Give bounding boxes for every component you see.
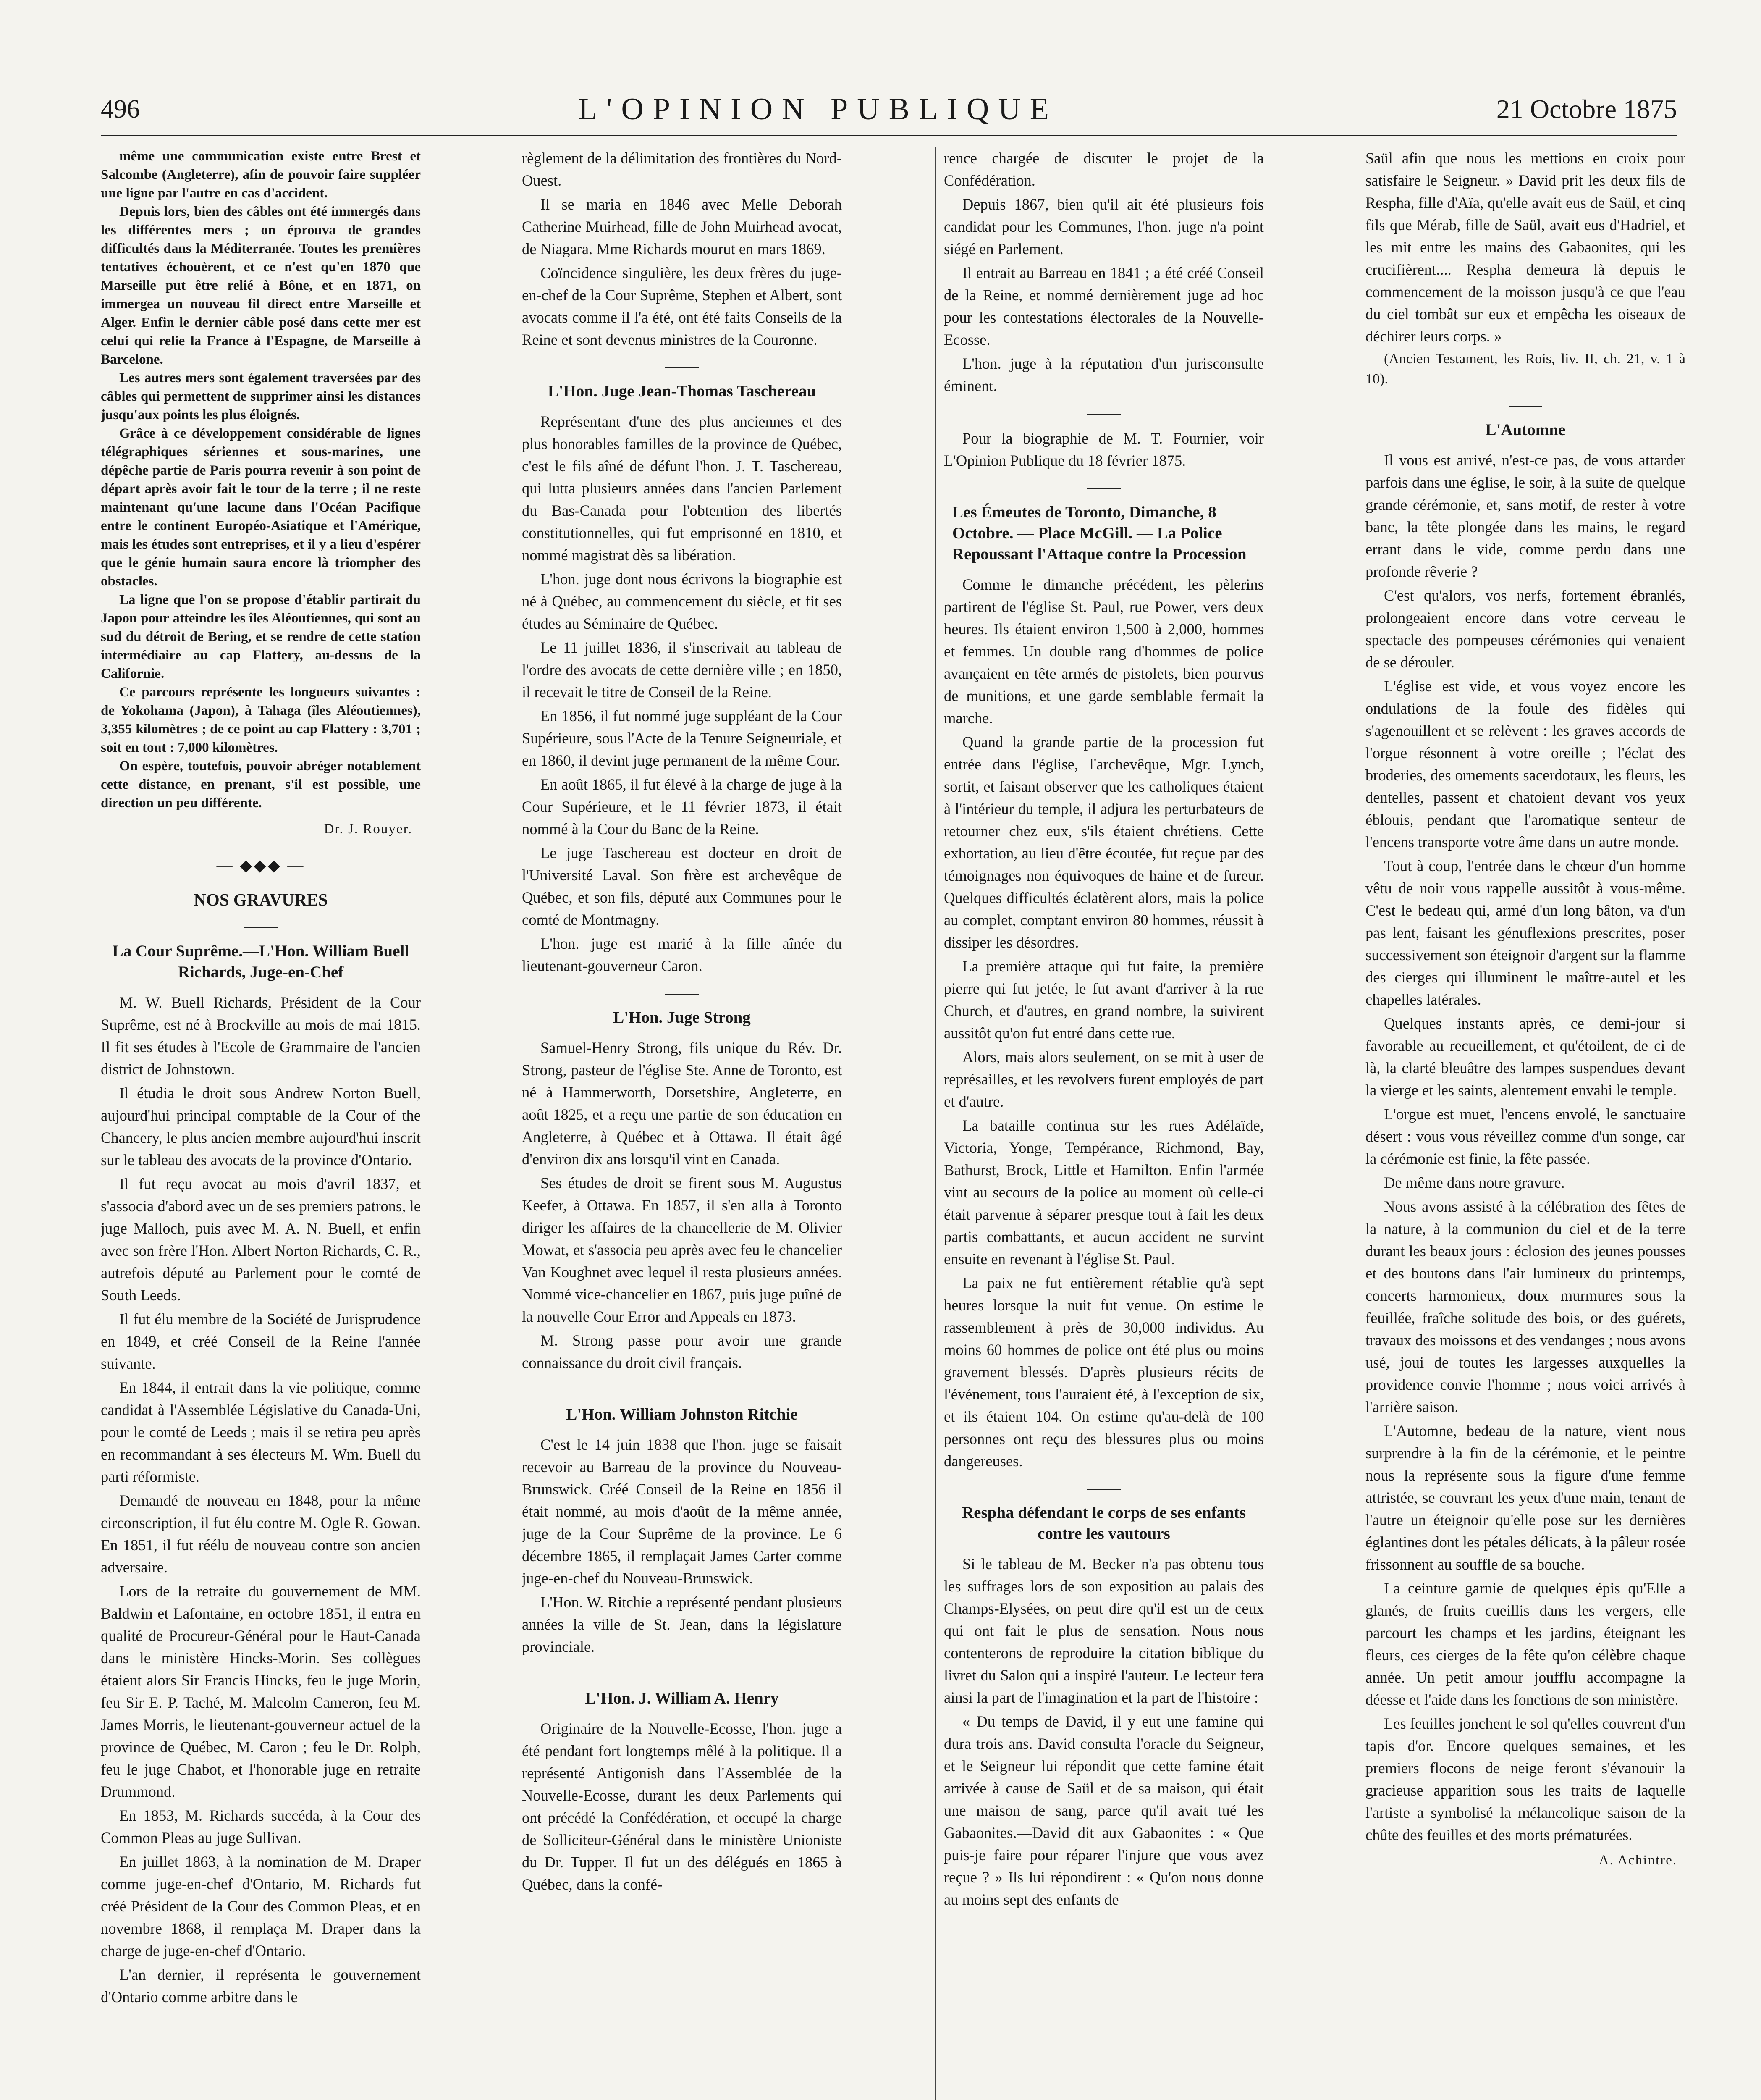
column-1	[101, 147, 421, 2100]
paragraph: Représentant d'une des plus anciennes et des plus honorables familles de la province de Québec, c'est le fils aîné de défunt l'hon. J. T. Taschereau, qui lutta plusieurs années dans l'ancien Parlement du Bas-Canada pour l'obtention des libertés constitutionnelles, qui fut emprisonné en 1810, et nommé magistrat dès sa libération.	[522, 413, 842, 564]
column-divider	[935, 147, 936, 2100]
article-title: L'Hon. Juge Strong	[613, 1008, 751, 1026]
paragraph: En 1844, il entrait dans la vie politique, comme candidat à l'Assemblée Législative du Canada-Uni, pour le comté de Leeds ; mais il se retira peu après en recommandant à ses électeurs M. Wm. Buell du parti réformiste.	[101, 1379, 421, 1485]
author-signature: Dr. J. Rouyer.	[324, 822, 412, 837]
article-title: L'Hon. William Johnston Ritchie	[566, 1405, 798, 1423]
paragraph: En 1856, il fut nommé juge suppléant de la Cour Supérieure, sous l'Acte de la Tenure Seigneuriale, et en 1860, il devint juge permanent de la même Cour.	[522, 707, 842, 769]
page-header	[101, 88, 1677, 130]
telegraph-article	[101, 147, 421, 812]
paragraph: Grâce à ce développement considérable de lignes télégraphiques sériennes et sous-marines, une dépêche partie de Paris pourra revenir à son point de départ après avoir fait le tour de la terre ; il ne reste maintenant qu'une lacune dans l'Océan Pacifique entre le continent Européo-Asiatique et l'Amérique, mais les études sont entreprises, et il y a lieu d'espérer que le génie humain saura encore là triompher des obstacles.	[101, 426, 421, 589]
paragraph: Le 11 juillet 1836, il s'inscrivait au tableau de l'ordre des avocats de cette dernière ville ; en 1850, il recevait le titre de Conseil de la Reine.	[522, 639, 842, 701]
paragraph: L'orgue est muet, l'encens envolé, le sanctuaire désert : vous vous réveillez comme d'un songe, car la cérémonie est finie, la fête passée.	[1365, 1105, 1685, 1167]
paragraph: Samuel-Henry Strong, fils unique du Rév. Dr. Strong, pasteur de l'église Ste. Anne de Toronto, est né à Hammerworth, Dorsetshire, Angleterre, en août 1825, et a reçu une partie de son éducation en Angleterre, à Québec et à Ottawa. Il était âgé d'environ dix ans lorsqu'il vint en Canada.	[522, 1039, 842, 1168]
issue-date: 21 Octobre 1875	[1496, 94, 1677, 124]
paragraph: Il fut élu membre de la Société de Jurisprudence en 1849, et créé Conseil de la Reine l'année suivante.	[101, 1310, 421, 1372]
paragraph: Nous avons assisté à la célébration des fêtes de la nature, à la communion du ciel et de la terre durant les beaux jours : éclosion des jeunes pousses et des boutons dans l'air lumineux du printemps, concerts harmonieux, doux murmures sous la feuillée, fraîche solitude des bois, or des guérets, travaux des moissons et des vendanges ; nous avons usé, joui de toutes les largesses auxquelles la providence convie l'homme ; nous voici arrivés à l'arrière saison.	[1365, 1198, 1685, 1415]
author-signature: A. Achintre.	[1599, 1853, 1677, 1868]
paragraph: L'Automne, bedeau de la nature, vient nous surprendre à la fin de la cérémonie, et le peintre nous la représente sous la figure d'une femme attristée, se couvrant les yeux d'une main, tenant de l'autre un éteignoir qu'elle pose sur les dernières églantines dont les pétales délicats, à la pâleur rosée frissonnent au souffle de sa bouche.	[1365, 1422, 1685, 1573]
paragraph: La paix ne fut entièrement rétablie qu'à sept heures lorsque la nuit fut venue. On estime le rassemblement à près de 30,000 individus. Au moins 60 hommes de police ont été plus ou moins gravement blessés. D'après plusieurs récits de l'événement, tous l'auraient été, à l'exception de six, et ils étaient 104. On estime qu'au-delà de 100 personnes ont reçu des blessures plus ou moins dangereuses.	[944, 1274, 1264, 1470]
paragraph: M. W. Buell Richards, Président de la Cour Suprême, est né à Brockville au mois de mai 1815. Il fit ses études à l'Ecole de Grammaire de l'ancien district de Johnstown.	[101, 994, 421, 1078]
paragraph: La ligne que l'on se propose d'établir partirait du Japon pour atteindre les îles Aléoutiennes, qui sont au sud du détroit de Bering, et se rendre de cette station intermédiaire au cap Flattery, au-dessus de la Californie.	[101, 592, 421, 681]
paragraph: La bataille continua sur les rues Adélaïde, Victoria, Yonge, Tempérance, Richmond, Bay, Bathurst, Brock, Little et Hamilton. Enfin l'armée vint au secours de la police au moment où celle-ci était parvenue à séparer presque tout à fait les deux partis combattants, et aucun accident ne survint ensuite en revenant à l'église St. Paul.	[944, 1117, 1264, 1268]
paragraph: L'église est vide, et vous voyez encore les ondulations de la foule des fidèles qui s'agenouillent et se relèvent : les graves accords de l'orgue résonnent à votre oreille ; l'éclat des broderies, des ornements sacerdotaux, les fleurs, les dentelles, passent et chatoient devant vos yeux éblouis, pendant que l'aromatique senteur de l'encens transporte votre âme dans un autre monde.	[1365, 677, 1685, 850]
paragraph: Quelques instants après, ce demi-jour si favorable au recueillement, et qu'étoilent, de ci de là, la clarté bleuâtre des lampes suspendues devant la vierge et les saints, alentement envahi le temple.	[1365, 1015, 1685, 1099]
paragraph: Il vous est arrivé, n'est-ce pas, de vous attarder parfois dans une église, le soir, à la suite de quelque grande cérémonie, et, sans motif, de rester à votre banc, la tête plongée dans les mains, le regard errant dans le vide, comme perdu dans une profonde rêverie ?	[1365, 452, 1685, 580]
paragraph: Coïncidence singulière, les deux frères du juge-en-chef de la Cour Suprême, Stephen et Albert, sont avocats comme il l'a été, ont été faits Conseils de la Reine et sont devenus ministres de la Couronne.	[522, 264, 842, 348]
paragraph: Il étudia le droit sous Andrew Norton Buell, aujourd'hui principal comptable de la Cour of the Chancery, le plus ancien membre aujourd'hui inscrit sur le tableau des avocats de la province d'Ontario.	[101, 1084, 421, 1168]
article-title: Les Émeutes de Toronto, Dimanche, 8 Octobre. — Place McGill. — La Police Repoussant l'Attaque contre la Procession	[952, 503, 1247, 563]
column-3	[944, 147, 1264, 2100]
paragraph: Originaire de la Nouvelle-Ecosse, l'hon. juge a été pendant fort longtemps mêlé à la politique. Il a représenté Antigonish dans l'Assemblée de la Nouvelle-Ecosse, durant les deux Parlements qui ont précédé la Confédération, et occupé la charge de Solliciteur-Général dans le ministère Unioniste du Dr. Tupper. Il fut un des délégués en 1865 à Québec, dans la confé-	[522, 1720, 842, 1893]
paragraph: En août 1865, il fut élevé à la charge de juge à la Cour Supérieure, et le 11 février 1873, il était nommé à la Cour du Banc de la Reine.	[522, 776, 842, 837]
paragraph: Saül afin que nous les mettions en croix pour satisfaire le Seigneur. » David prit les deux fils de Respha, fille d'Aïa, qu'elle avait eus de Saül, et cinq fils que Mérab, fille de Saül, avait eus d'Hadriel, et les mit entre les mains des Gabaonites, qui les crucifièrent.... Respha demeura là depuis le commencement de la moisson jusqu'à ce que l'eau du ciel tombât sur eux et empêcha les oiseaux de déchirer leurs corps. »	[1365, 150, 1685, 345]
paragraph: En 1853, M. Richards succéda, à la Cour des Common Pleas au juge Sullivan.	[101, 1807, 421, 1846]
paragraph: Si le tableau de M. Becker n'a pas obtenu tous les suffrages lors de son exposition au palais des Champs-Elysées, on peut dire qu'il est un de ceux qui ont fait le plus de sensation. Nous nous contenterons de reproduire la citation biblique du livret du Salon qui a inspiré l'auteur. Le lecteur fera ainsi la part de l'imagination et la part de l'histoire :	[944, 1555, 1264, 1706]
article-title: L'Hon. Juge Jean-Thomas Taschereau	[548, 382, 816, 400]
paragraph: En juillet 1863, à la nomination de M. Draper comme juge-en-chef d'Ontario, M. Richards fut créé Président de la Cour des Common Pleas, et en novembre 1868, il remplaça M. Draper dans la charge de juge-en-chef d'Ontario.	[101, 1853, 421, 1959]
paragraph: C'est qu'alors, vos nerfs, fortement ébranlés, prolongeaient encore dans votre cerveau le spectacle des pompeuses cérémonies qui venaient de se dérouler.	[1365, 587, 1685, 671]
paragraph: Il entrait au Barreau en 1841 ; a été créé Conseil de la Reine, et nommé dernièrement juge ad hoc pour les contestations électorales de la Nouvelle-Ecosse.	[944, 264, 1264, 348]
ornament-divider: — ◆◆◆ —	[216, 857, 305, 874]
paragraph: Depuis 1867, bien qu'il ait été plusieurs fois candidat pour les Communes, l'hon. juge n'a point siégé en Parlement.	[944, 196, 1264, 257]
paragraph: Lors de la retraite du gouvernement de MM. Baldwin et Lafontaine, en octobre 1851, il entra en qualité de Procureur-Général pour le Haut-Canada dans le ministère Hincks-Morin. Ses collègues étaient alors Sir Francis Hincks, feu le juge Morin, feu Sir E. P. Taché, M. Malcolm Cameron, feu M. James Morris, le lieutenant-gouverneur actuel de la province de Québec, M. Caron ; feu le Dr. Rolph, feu le juge Chabot, et l'honorable juge en retraite Drummond.	[101, 1583, 421, 1800]
column-2	[522, 147, 842, 2100]
paragraph: Ses études de droit se firent sous M. Augustus Keefer, à Ottawa. En 1857, il s'en alla à Toronto diriger les affaires de la chancellerie de M. Olivier Mowat, et s'associa peu après avec feu le chancelier Van Koughnet avec lequel il resta plusieurs années. Nommé vice-chancelier en 1867, puis juge puîné de la nouvelle Cour Error and Appeals en 1873.	[522, 1174, 842, 1325]
paragraph: Ce parcours représente les longueurs suivantes : de Yokohama (Japon), à Tahaga (îles Aléoutiennes), 3,355 kilomètres ; de ce point au cap Flattery : 3,701 ; soit en tout : 7,000 kilomètres.	[101, 685, 421, 755]
rule	[1509, 406, 1542, 407]
paragraph: L'an dernier, il représenta le gouvernement d'Ontario comme arbitre dans le	[101, 1966, 421, 2006]
article-title: L'Automne	[1485, 421, 1566, 439]
column-4	[1365, 147, 1685, 2100]
article-title: La Cour Suprême.—L'Hon. William Buell Richards, Juge-en-Chef	[112, 942, 409, 981]
paragraph: On espère, toutefois, pouvoir abréger notablement cette distance, en prenant, s'il est possible, une direction un peu différente.	[101, 759, 421, 811]
publication-title: L'OPINION PUBLIQUE	[578, 92, 1058, 126]
rule	[665, 994, 699, 995]
paragraph: Les feuilles jonchent le sol qu'elles couvrent d'un tapis d'or. Encore quelques semaines, et les premiers flocons de neige feront s'évanouir la gracieuse apparition sous les traits de laquelle l'artiste a symbolisé la mélancolique saison de la chûte des feuilles et des morts prématurées.	[1365, 1715, 1685, 1843]
paragraph: L'Hon. W. Ritchie a représenté pendant plusieurs années la ville de St. Jean, dans la législature provinciale.	[522, 1593, 842, 1655]
paragraph: M. Strong passe pour avoir une grande connaissance du droit civil français.	[522, 1332, 842, 1371]
paragraph: rence chargée de discuter le projet de la Confédération.	[944, 150, 1264, 189]
rule	[1087, 414, 1121, 415]
article-title: Respha défendant le corps de ses enfants contre les vautours	[962, 1504, 1246, 1543]
paragraph: La première attaque qui fut faite, la première pierre qui fut jetée, le fut avant d'arriver à la rue Church, et d'autres, en grand nombre, la suivirent aussitôt qu'on fut entré dans cette rue.	[944, 958, 1264, 1042]
paragraph: même une communication existe entre Brest et Salcombe (Angleterre), afin de pouvoir faire suppléer une ligne par l'autre en cas d'accident.	[101, 149, 421, 201]
paragraph: Comme le dimanche précédent, les pèlerins partirent de l'église St. Paul, rue Power, vers deux heures. Ils étaient environ 1,500 à 2,000, hommes et femmes. Un double rang d'hommes de police avançaient en tête armés de pistolets, bien pourvus de munitions, et une garde semblable fermait la marche.	[944, 576, 1264, 727]
paragraph: Tout à coup, l'entrée dans le chœur d'un homme vêtu de noir vous rappelle aussitôt à vous-même. C'est le bedeau qui, armé d'un long bâton, va d'un pas lent, faisant les génuflexions prescrites, poser successivement son éteignoir d'argent sur la flamme des cierges qui illuminent le maître-autel et les chapelles latérales.	[1365, 857, 1685, 1008]
section-title: NOS GRAVURES	[194, 890, 328, 909]
article-title: L'Hon. J. William A. Henry	[585, 1689, 779, 1707]
page-number: 496	[101, 94, 140, 123]
paragraph: L'hon. juge est marié à la fille aînée du lieutenant-gouverneur Caron.	[522, 935, 842, 974]
rule	[1087, 488, 1121, 489]
header-rule	[101, 135, 1677, 136]
paragraph: C'est le 14 juin 1838 que l'hon. juge se faisait recevoir au Barreau de la province du Nouveau-Brunswick. Créé Conseil de la Reine en 1856 il était nommé, au mois d'août de la même année, juge de la Cour Suprême de la province. Le 6 décembre 1865, il remplaçait James Carter comme juge-en-chef du Nouveau-Brunswick.	[522, 1436, 842, 1587]
paragraph: La ceinture garnie de quelques épis qu'Elle a glanés, de fruits cueillis dans les vergers, elle parcourt les champs et les jardins, éteignant les fleurs, ces cierges de la fête qu'on célèbre chaque année. Un petit amour joufflu accompagne la déesse et l'aide dans les fonctions de son ministère.	[1365, 1580, 1685, 1708]
rule	[1087, 1489, 1121, 1490]
paragraph: Quand la grande partie de la procession fut entrée dans l'église, l'archevêque, Mgr. Lynch, sortit, et faisant observer que les catholiques étaient à l'intérieur du temple, il adjura les perturbateurs de retourner chez eux, s'ils étaient chrétiens. Cette exhortation, au lieu d'être écoutée, fut reçue par des témoignages non équivoques de haine et de fureur. Quelques difficultés éclatèrent alors, mais la police au complet, comptant environ 80 hommes, réussit à dissiper les désordres.	[944, 733, 1264, 951]
paragraph: « Du temps de David, il y eut une famine qui dura trois ans. David consulta l'oracle du Seigneur, et le Seigneur lui répondit que cette famine était arrivée à cause de Saül et de sa maison, qui était une maison de sang, parce qu'il avait tué les Gabaonites.—David dit aux Gabaonites : « Que puis-je faire pour réparer l'injure que vous avez reçue ? » Ils lui répondirent : « Qu'on nous donne au moins sept des enfants de	[944, 1713, 1264, 1908]
paragraph: L'hon. juge dont nous écrivons la biographie est né à Québec, au commencement du siècle, et fit ses études au Séminaire de Québec.	[522, 570, 842, 632]
rule	[244, 927, 278, 928]
paragraph: L'hon. juge à la réputation d'un jurisconsulte éminent.	[944, 355, 1264, 394]
scripture-reference: (Ancien Testament, les Rois, liv. II, ch. 21, v. 1 à 10).	[1365, 351, 1685, 387]
biography-note: Pour la biographie de M. T. Fournier, voir L'Opinion Publique du 18 février 1875.	[944, 430, 1264, 469]
paragraph: Les autres mers sont également traversées par des câbles qui permettent de supprimer ainsi les distances jusqu'aux points les plus éloignés.	[101, 370, 421, 423]
paragraph: Depuis lors, bien des câbles ont été immergés dans les différentes mers ; on éprouva de grandes difficultés dans la Méditerranée. Toutes les premières tentatives échouèrent, et ce n'est qu'en 1870 que Marseille put être relié à Bône, et en 1871, on immergea un nouveau fil direct entre Marseille et Alger. Enfin le dernier câble posé dans cette mer est celui qui relie la France à l'Espagne, de Marseille à Barcelone.	[101, 204, 421, 367]
paragraph: Alors, mais alors seulement, on se mit à user de représailles, et les revolvers furent employés de part et d'autre.	[944, 1048, 1264, 1110]
paragraph: De même dans notre gravure.	[1384, 1174, 1565, 1191]
paragraph: règlement de la délimitation des frontières du Nord-Ouest.	[522, 150, 842, 189]
paragraph: Il se maria en 1846 avec Melle Deborah Catherine Muirhead, fille de John Muirhead avocat, de Niagara. Mme Richards mourut en mars 1869.	[522, 196, 842, 257]
paragraph: Il fut reçu avocat au mois d'avril 1837, et s'associa d'abord avec un de ses premiers patrons, le juge Malloch, puis avec M. A. N. Buell, et enfin avec son frère l'Hon. Albert Norton Richards, C. R., autrefois député au Parlement pour le comté de South Leeds.	[101, 1175, 421, 1304]
paragraph: Demandé de nouveau en 1848, pour la même circonscription, il fut élu contre M. Ogle R. Gowan. En 1851, il fut réélu de nouveau contre son ancien adversaire.	[101, 1492, 421, 1576]
paragraph: Le juge Taschereau est docteur en droit de l'Université Laval. Son frère est archevêque de Québec, et son fils, député aux Communes pour le comté de Montmagny.	[522, 844, 842, 928]
